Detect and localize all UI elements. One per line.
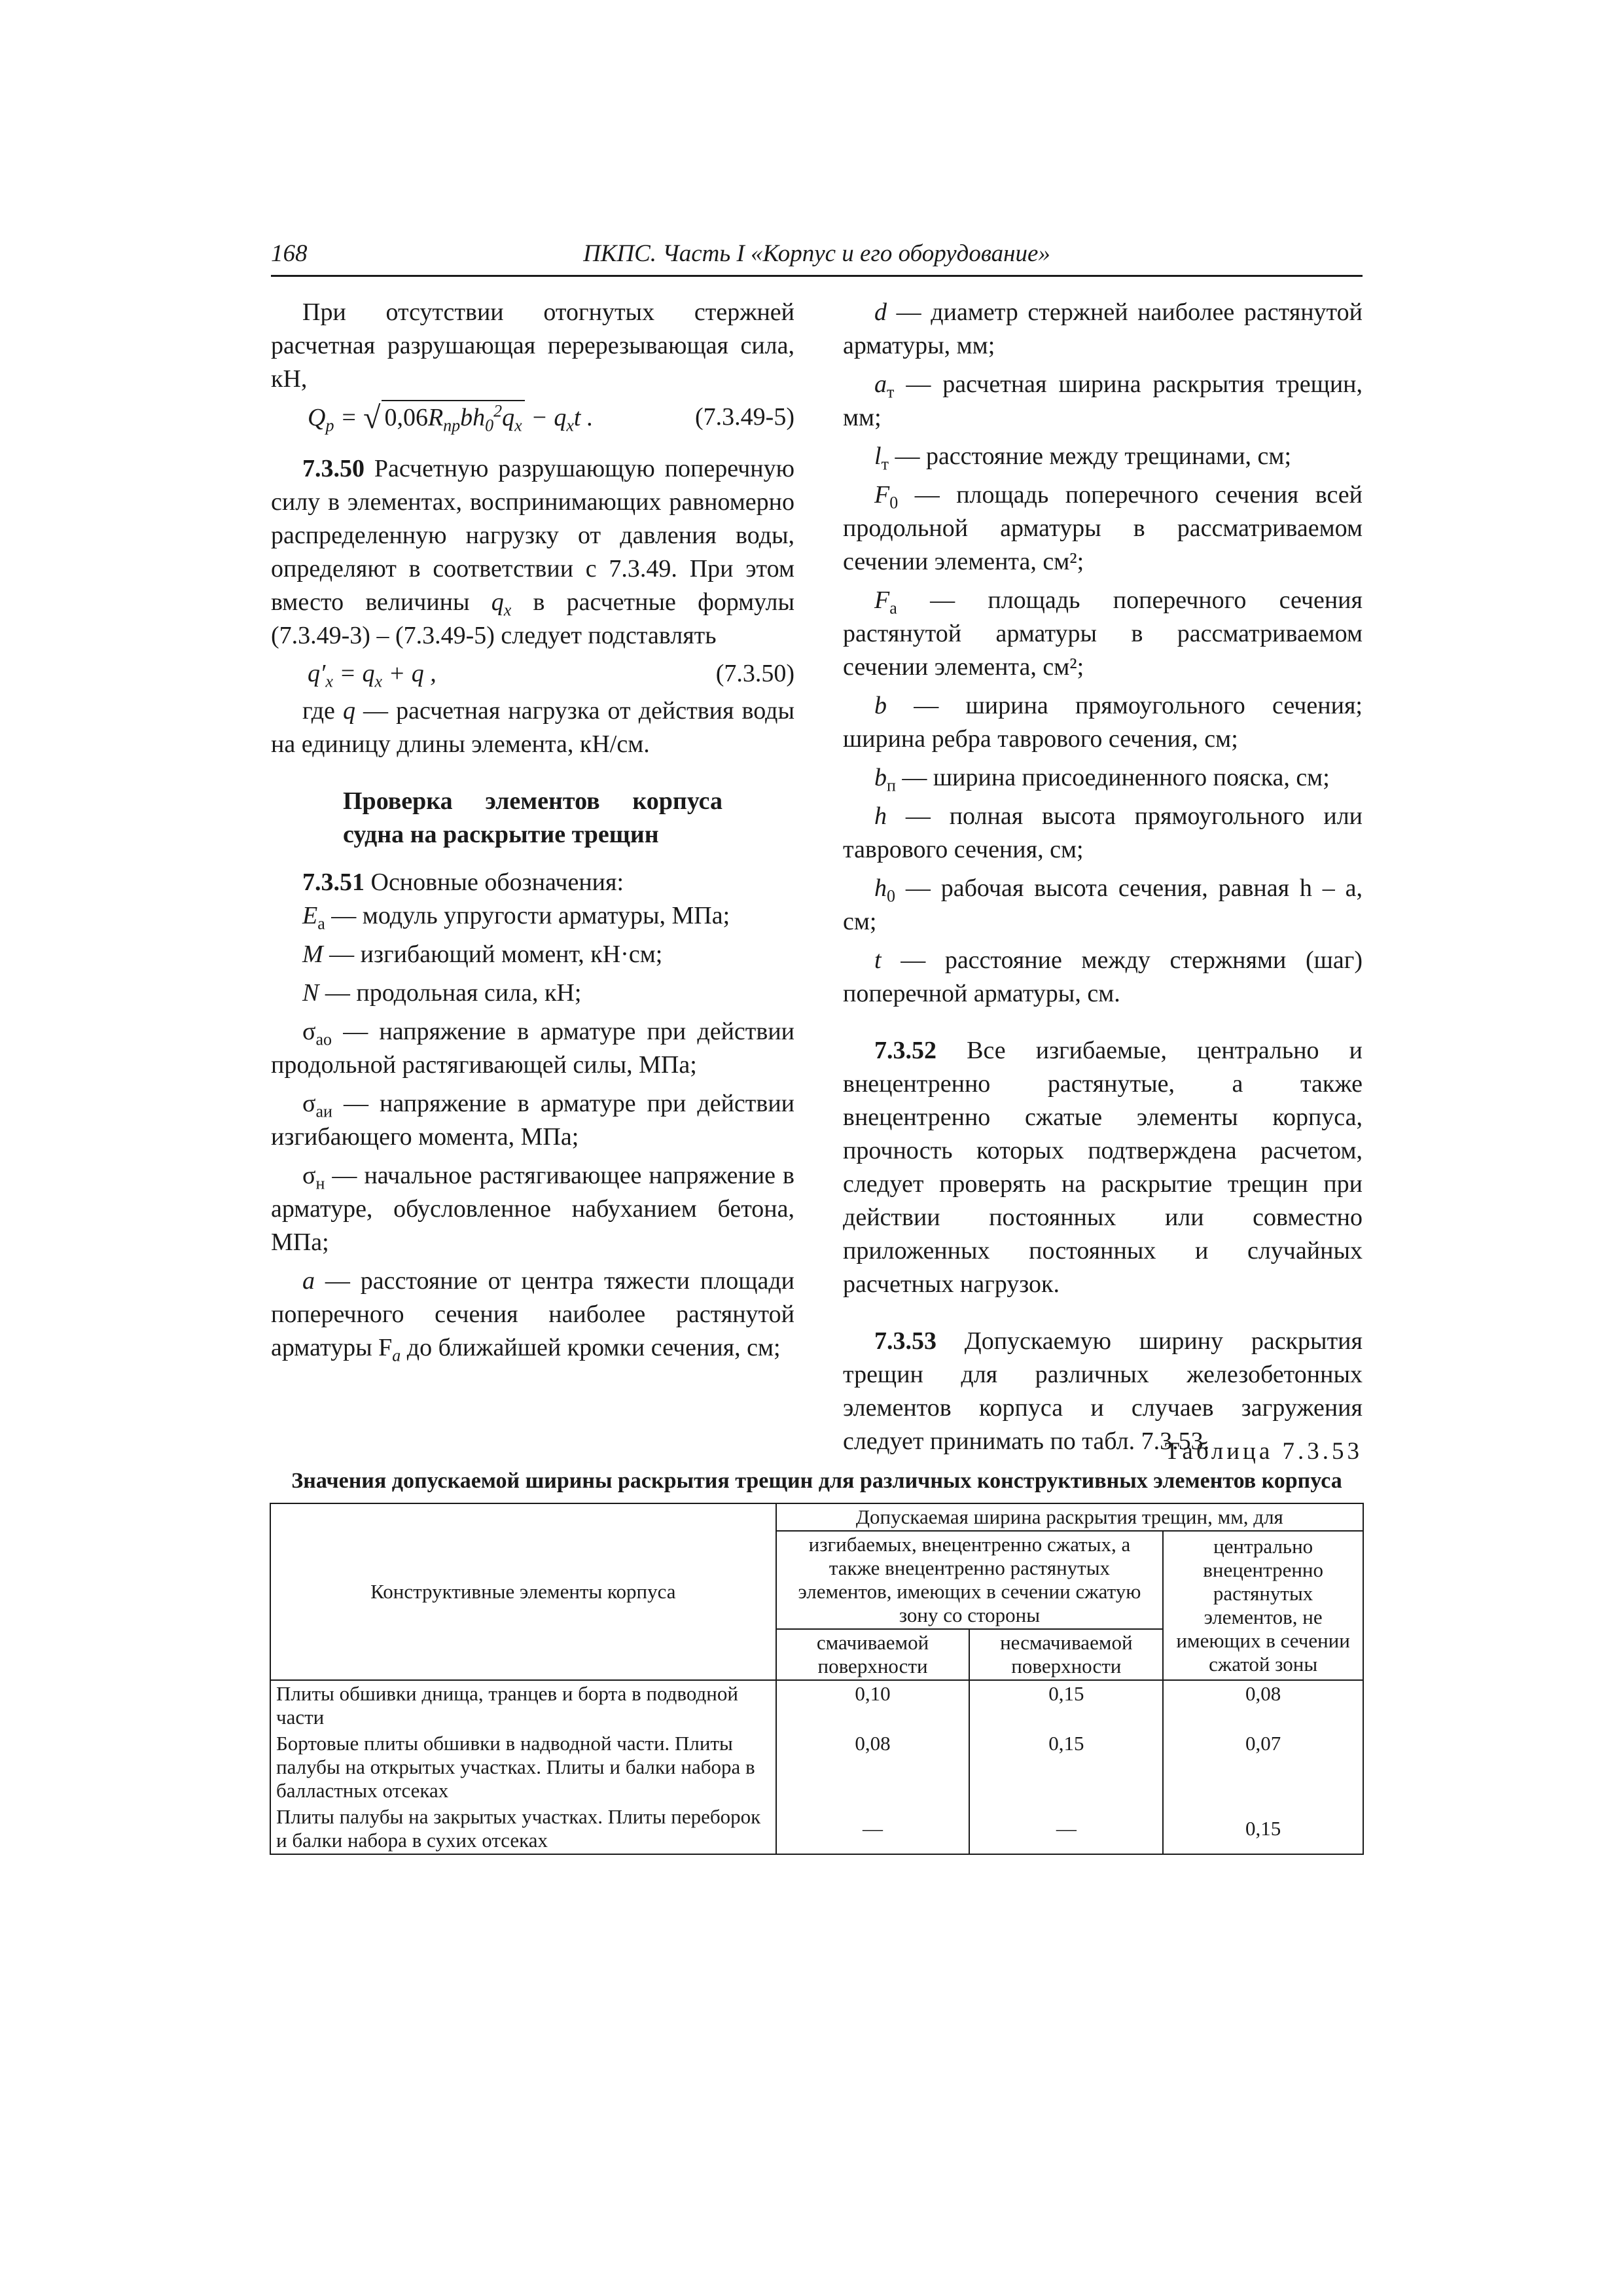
page-number: 168 [271, 240, 308, 267]
left-column [271, 296, 794, 1365]
equation-7-3-49-5 [271, 396, 794, 438]
crack-width-table [270, 1503, 1364, 1855]
definitions-list-left [271, 899, 794, 1365]
header-central: центрально внецентренно растянутых элементов, не имеющих в сечении сжатой зоны [1163, 1531, 1363, 1680]
section-heading: Проверка элементов корпуса судна на раскрытие трещин [343, 787, 722, 848]
definition-item: $\sigma_{ао}$ — напряжение в арматуре при действии продольной растягивающей силы, МПа; [271, 1018, 794, 1079]
definition-item: N — продольная сила, кН; [302, 979, 582, 1007]
formula-qp: $Q_р$ = √ $0,06R_{пр}bh_0^2q_x - q_xt$ . [308, 400, 594, 435]
paragraph-7-3-53: 7.3.53 Допускаемую ширину раскрытия трещин для различных железобетонных элементов корпуса и случаев загружения следует принимать по табл. 7.3.53. [843, 1327, 1363, 1455]
paragraph-no-bent-bars: При отсутствии отогнутых стержней расчетная разрушающая перерезывающая сила, кН, [271, 298, 794, 393]
right-column [843, 296, 1363, 1458]
definitions-list-right [843, 296, 1363, 1011]
definition-item: $a_т$ — расчетная ширина раскрытия трещин, мм; [843, 370, 1363, 431]
table-row: Плиты обшивки днища, транцев и борта в подводной части 0,10 0,15 0,08 [270, 1680, 1363, 1731]
equation-label: (7.3.50) [715, 659, 794, 687]
clause-number: 7.3.50 [302, 455, 365, 482]
running-title: ПКПС. Часть I «Корпус и его оборудование» [583, 240, 1050, 267]
table-row: Бортовые плиты обшивки в надводной части. Плиты палубы на открытых участках. Плиты и балки набора в балластных отсеках 0,08 0,15 0,07 [270, 1731, 1363, 1804]
header-nonwetted: несмачиваемой поверхности [969, 1629, 1163, 1680]
paragraph-7-3-51: 7.3.51 Основные обозначения: [302, 869, 624, 896]
definition-item: b — ширина прямоугольного сечения; ширина ребра таврового сечения, см; [843, 692, 1363, 753]
definition-item: $F_а$ — площадь поперечного сечения растянутой арматуры в рассматриваемом сечении элемента, см²; [843, 586, 1363, 681]
paragraph-7-3-52: 7.3.52 Все изгибаемые, центрально и внецентренно растянутые, а также внецентренно сжатые элементы корпуса, прочность которых подтверждена расчетом, следует проверять на раскрытие трещин при действии постоянных или совместно приложенных постоянных и случайных расчетных нагрузок. [843, 1037, 1363, 1298]
header-elements: Конструктивные элементы корпуса [270, 1503, 776, 1680]
definition-item: $\sigma_н$ — начальное растягивающее напряжение в арматуре, обусловленное набуханием бетона, МПа; [271, 1162, 794, 1256]
equation-label: (7.3.49-5) [695, 403, 794, 431]
table-title: Значения допускаемой ширины раскрытия трещин для различных конструктивных элементов корпуса [291, 1469, 1342, 1493]
definition-item: $b_п$ — ширина присоединенного пояска, см; [874, 764, 1330, 795]
definition-item: $E_а$ — модуль упругости арматуры, МПа; [302, 902, 730, 933]
page-header [271, 240, 1363, 277]
definition-item: a — расстояние от центра тяжести площади поперечного сечения наиболее растянутой арматуры $F_a$ до ближайшей кромки сечения, см; [271, 1267, 794, 1365]
definition-item: M — изгибающий момент, кН·см; [302, 941, 663, 968]
definition-item: $\sigma_{аи}$ — напряжение в арматуре при действии изгибающего момента, МПа; [271, 1090, 794, 1151]
definition-item: $l_т$ — расстояние между трещинами, см; [874, 442, 1292, 474]
definition-item: d — диаметр стержней наиболее растянутой арматуры, мм; [843, 298, 1363, 359]
equation-7-3-50 [271, 653, 794, 694]
table-label: Таблица 7.3.53 [1164, 1438, 1363, 1465]
definition-item: $F_0$ — площадь поперечного сечения всей продольной арматуры в рассматриваемом сечении элемента, см²; [843, 481, 1363, 575]
definition-item: t — расстояние между стержнями (шаг) поперечной арматуры, см. [843, 946, 1363, 1007]
formula-qx-prime: $q'_x = q_x + q$ , [308, 659, 437, 691]
header-bending: изгибаемых, внецентренно сжатых, а также внецентренно растянутых элементов, имеющих в сечении сжатую зону со стороны [776, 1531, 1164, 1629]
definition-item: $h_0$ — рабочая высота сечения, равная h – a, см; [843, 874, 1363, 935]
header-wetted: смачиваемой поверхности [776, 1629, 970, 1680]
paragraph-7-3-50: 7.3.50 Расчетную разрушающую поперечную силу в элементах, воспринимающих равномерно распределенную нагрузку от давления воды, определяют в соответствии с 7.3.49. При этом вместо величины $q_x$ в расчетные формулы (7.3.49-3) – (7.3.49-5) следует подставлять [271, 455, 794, 649]
header-allowed-width: Допускаемая ширина раскрытия трещин, мм, для [776, 1503, 1363, 1531]
paragraph-where-q: где q — расчетная нагрузка от действия воды на единицу длины элемента, кН/см. [271, 697, 794, 758]
definition-item: h — полная высота прямоугольного или таврового сечения, см; [843, 802, 1363, 863]
table-row: Плиты палубы на закрытых участках. Плиты переборок и балки набора в сухих отсеках — — 0,15 [270, 1804, 1363, 1854]
